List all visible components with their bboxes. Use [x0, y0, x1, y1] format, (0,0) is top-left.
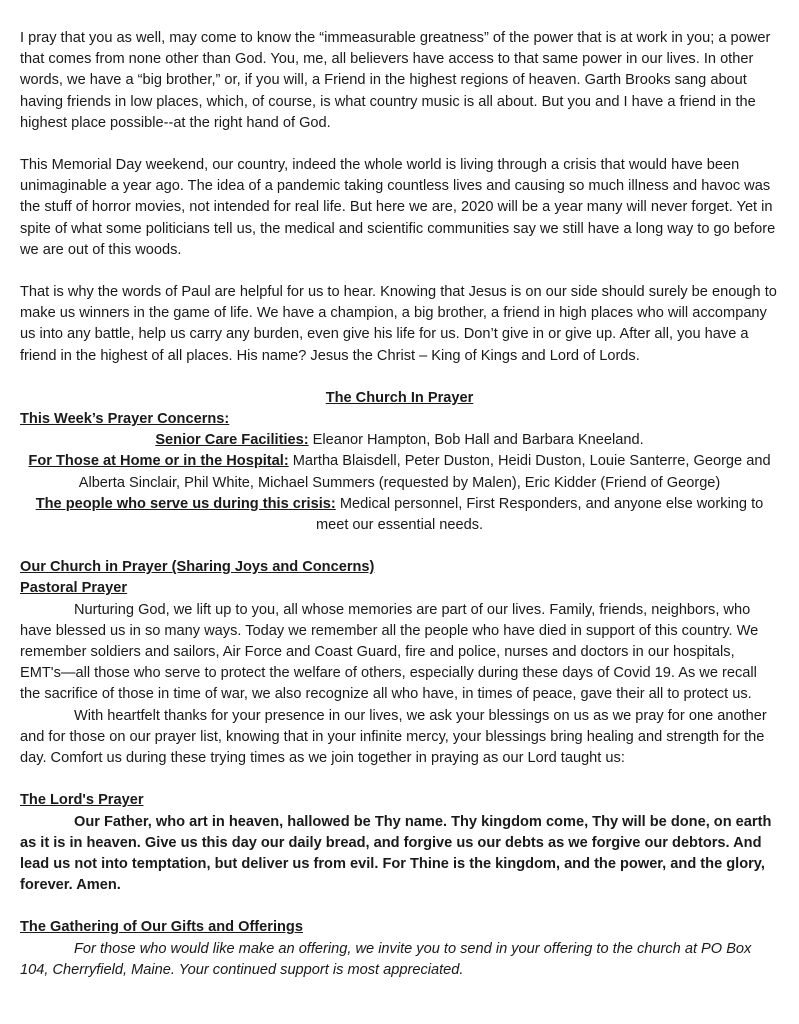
prayer-concerns-heading: This Week’s Prayer Concerns: [20, 411, 230, 428]
senior-care-names: Eleanor Hampton, Bob Hall and Barbara Kneeland. [308, 432, 644, 449]
home-hospital-label: For Those at Home or in the Hospital: [28, 453, 289, 470]
crisis-workers-text: Medical personnel, First Responders, and anyone else working to meet our essential needs. [315, 495, 764, 534]
home-hospital-concern [20, 451, 779, 493]
sermon-paragraph-3: That is why the words of Paul are helpful for us to hear. Knowing that Jesus is on our side should surely be enough to make us winners in the game of life. We have a champion, a big brother, a friend in high places who will accompany us into any battle, help us carry any burden, even give his life for us. Don’t give in or give up. After all, you have a friend in the highest of all places. His name? Jesus the Christ – King of Kings and Lord of Lords. [20, 284, 777, 364]
sermon-paragraph-1: I pray that you as well, may come to know the “immeasurable greatness” of the power that is at work in you; a power that comes from none other than God. You, me, all believers have access to that same power in our lives. In other words, we have a “big brother,” or, if you will, a Friend in the highest regions of heaven. Garth Brooks sang about having friends in low places, which, of course, is what country music is all about. But you and I have a friend in the highest place possible--at the right hand of God. [20, 30, 771, 131]
senior-care-concern [20, 430, 779, 451]
sharing-joys-heading: Our Church in Prayer (Sharing Joys and Concerns) [20, 559, 375, 576]
pastoral-prayer-paragraph-2: With heartfelt thanks for your presence in our lives, we ask your blessings on us as we pray for one another and for those on our prayer list, knowing that in your infinite mercy, your blessings bring healing and strength for the day. Comfort us during these trying times as we join together in praying as our Lord taught us: [20, 707, 767, 767]
pastoral-prayer-heading: Pastoral Prayer [20, 580, 128, 597]
lords-prayer-heading: The Lord's Prayer [20, 792, 144, 809]
lords-prayer-text: Our Father, who art in heaven, hallowed be Thy name. Thy kingdom come, Thy will be done, on earth as it is in heaven. Give us this day our daily bread, and forgive us our debts as we forgive our debtors. And lead us not into temptation, but deliver us from evil. For Thine is the kingdom, and the power, and the glory, forever. Amen. [20, 813, 772, 894]
home-hospital-names: Martha Blaisdell, Peter Duston, Heidi Duston, Louie Santerre, George and Alberta Sinclair, Phil White, Michael Summers (requested by Malen), Eric Kidder (Friend of George) [78, 453, 771, 491]
offerings-text: For those who would like make an offering, we invite you to send in your offering to the church at PO Box 104, Cherryfield, Maine. Your continued support is most appreciated. [20, 940, 752, 978]
sermon-paragraph-2: This Memorial Day weekend, our country, indeed the whole world is living through a crisis that would have been unimaginable a year ago. The idea of a pandemic taking countless lives and causing so much illness and havoc was the stuff of horror movies, not intended for real life. But here we are, 2020 will be a year many will never forget. Yet in spite of what some politicians tell us, the medical and scientific communities say we still have a long way to go before we are out of this woods. [20, 157, 776, 258]
offerings-heading: The Gathering of Our Gifts and Offerings [20, 919, 303, 936]
crisis-workers-label: The people who serve us during this crisis: [35, 495, 336, 512]
crisis-workers-concern [20, 494, 779, 536]
pastoral-prayer-paragraph-1: Nurturing God, we lift up to you, all whose memories are part of our lives. Family, friends, neighbors, who have blessed us in so many ways. Today we remember all the people who have died in support of this country. We remember soldiers and sailors, Air Force and Coast Guard, fire and police, nurses and doctors in our hospitals, EMT's—all those who serve to protect the welfare of others, especially during these days of Covid 19. As we recall the sacrifice of those in time of war, we also recognize all who have, in times of peace, gave their all to protect us. [20, 601, 759, 703]
church-in-prayer-title: The Church In Prayer [325, 389, 474, 406]
senior-care-label: Senior Care Facilities: [155, 432, 309, 449]
